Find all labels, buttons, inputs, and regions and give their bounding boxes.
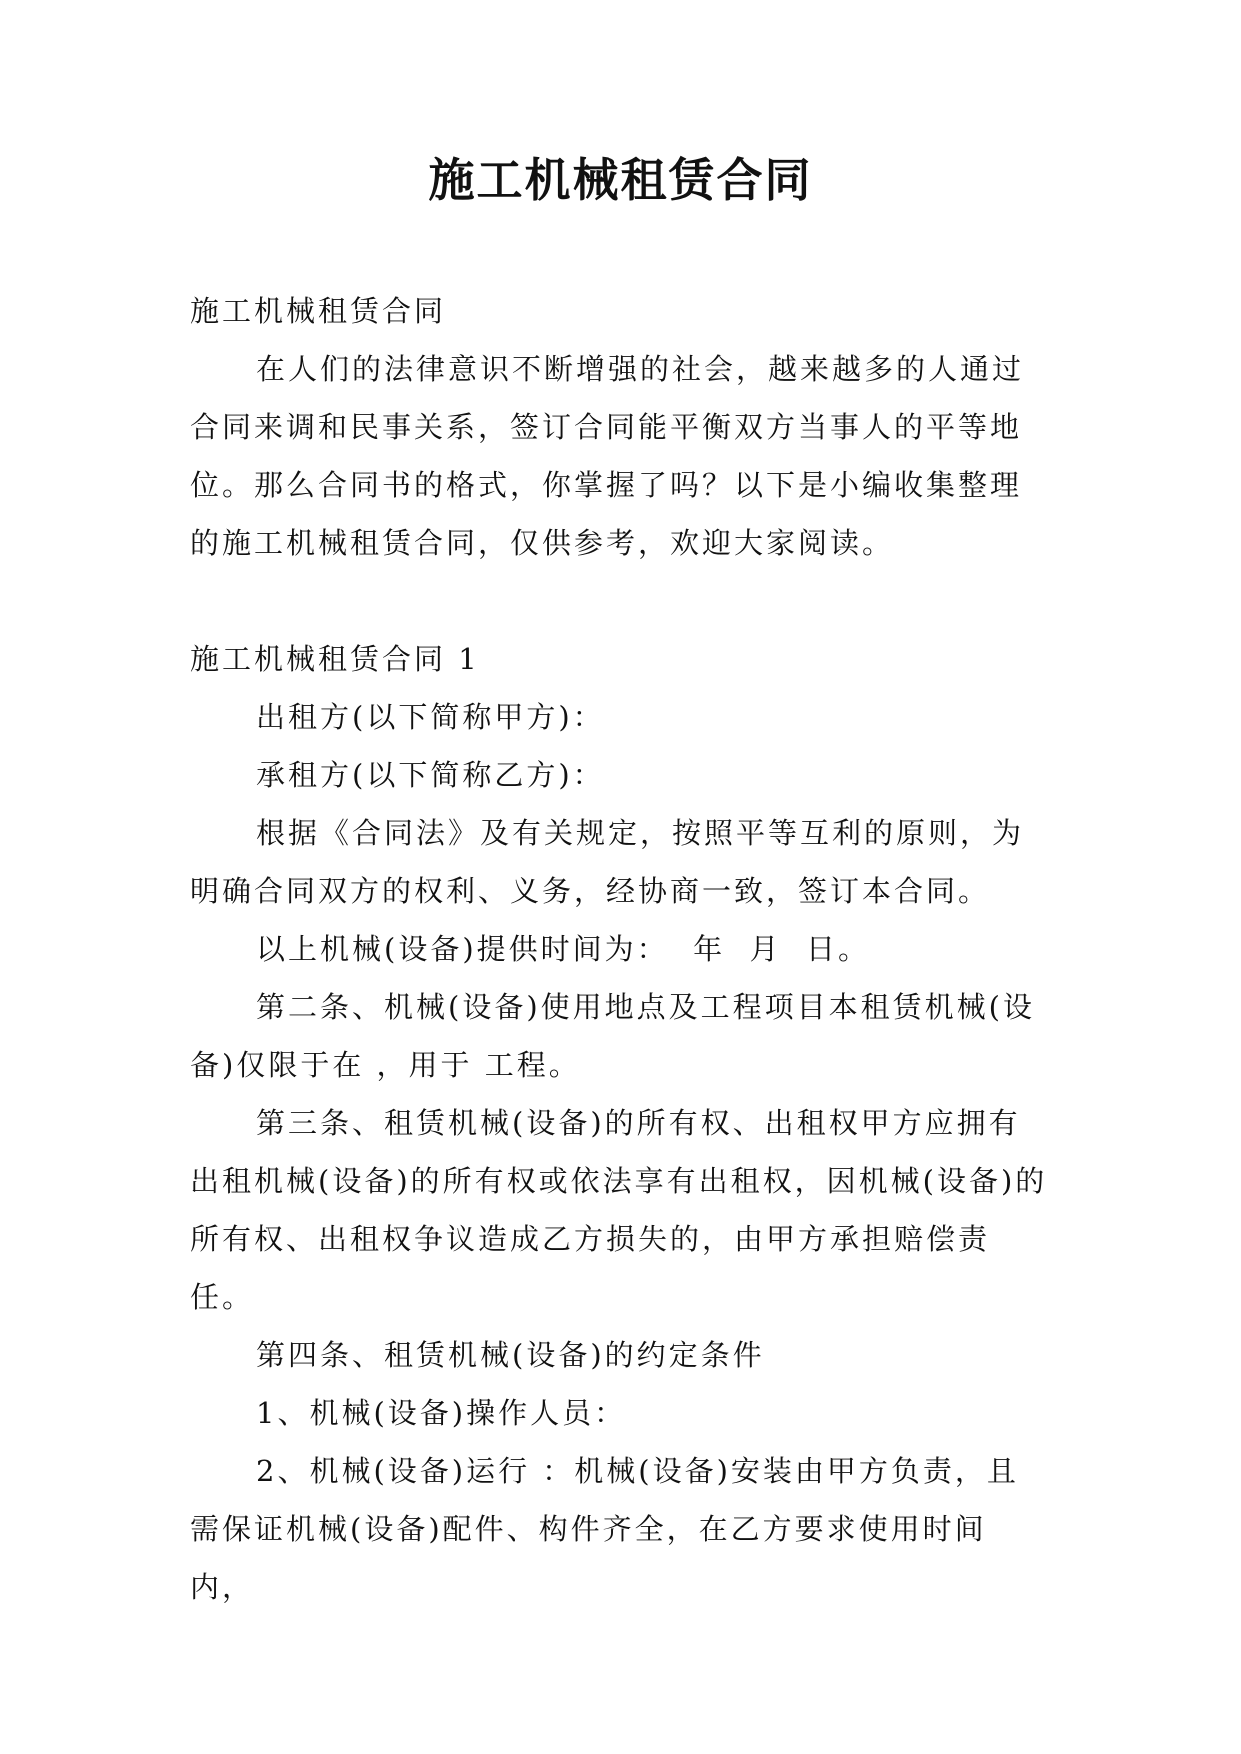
lessor-line: 出租方(以下简称甲方)： [256, 700, 605, 734]
document-body [190, 282, 1050, 1616]
basis-paragraph: 根据《合同法》及有关规定，按照平等互利的原则，为明确合同双方的权利、义务，经协商一致，签订本合同。 [190, 816, 1025, 908]
supply-time-line: 以上机械(设备)提供时间为： 年 月 日。 [256, 932, 870, 966]
section-heading: 施工机械租赁合同 1 [190, 642, 480, 676]
article-4: 第四条、租赁机械(设备)的约定条件 [256, 1338, 765, 1372]
article-3: 第三条、租赁机械(设备)的所有权、出租权甲方应拥有出租机械(设备)的所有权或依法享有出租权，因机械(设备)的所有权、出租权争议造成乙方损失的，由甲方承担赔偿责任。 [190, 1106, 1048, 1314]
contract-heading: 施工机械租赁合同 [190, 294, 447, 328]
article-2: 第二条、机械(设备)使用地点及工程项目本租赁机械(设备)仅限于在 ，用于 工程。 [190, 990, 1035, 1082]
article-4-item-2: 2、机械(设备)运行 ：机械(设备)安装由甲方负责，且需保证机械(设备)配件、构件齐全，在乙方要求使用时间内， [190, 1454, 1019, 1604]
document-title: 施工机械租赁合同 [428, 153, 813, 207]
lessee-line: 承租方(以下简称乙方)： [256, 758, 605, 792]
intro-paragraph: 在人们的法律意识不断增强的社会，越来越多的人通过合同来调和民事关系，签订合同能平衡双方当事人的平等地位。那么合同书的格式，你掌握了吗？以下是小编收集整理的施工机械租赁合同，仅供参考，欢迎大家阅读。 [190, 352, 1025, 560]
paragraph-spacer [190, 572, 1050, 630]
article-4-item-1: 1、机械(设备)操作人员： [256, 1396, 627, 1430]
